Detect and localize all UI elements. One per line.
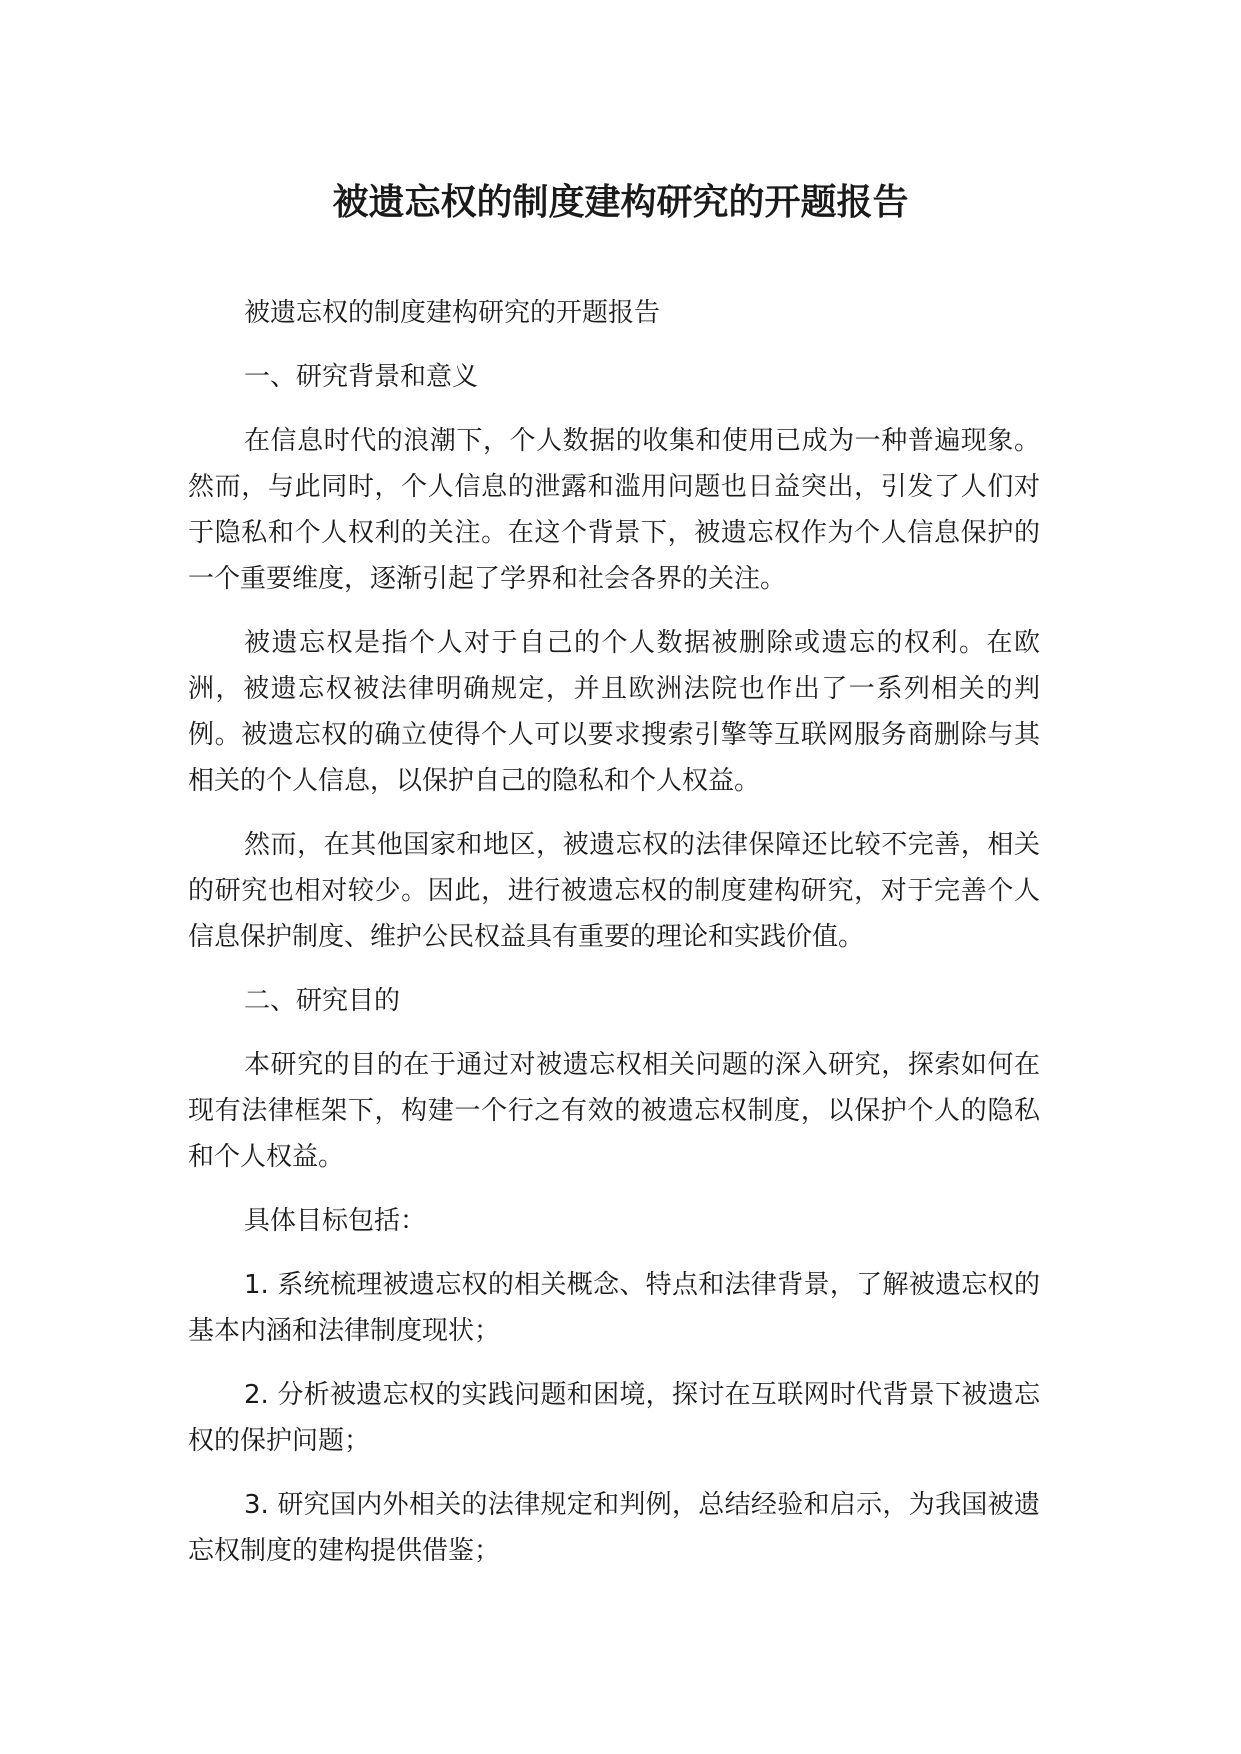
paragraph: 本研究的目的在于通过对被遗忘权相关问题的深入研究，探索如何在现有法律框架下，构建一个行之有效的被遗忘权制度，以保护个人的隐私和个人权益。 xyxy=(188,1050,1040,1172)
section-heading-background: 一、研究背景和意义 xyxy=(244,362,479,392)
document-title: 被遗忘权的制度建构研究的开题报告 xyxy=(332,182,909,223)
paragraph: 被遗忘权是指个人对于自己的个人数据被删除或遗忘的权利。在欧洲，被遗忘权被法律明确规定，并且欧洲法院也作出了一系列相关的判例。被遗忘权的确立使得个人可以要求搜索引擎等互联网服务商删除与其相关的个人信息，以保护自己的隐私和个人权益。 xyxy=(188,628,1040,796)
list-item: 3. 研究国内外相关的法律规定和判例，总结经验和启示，为我国被遗忘权制度的建构提供借鉴； xyxy=(188,1490,1040,1566)
section-heading-purpose: 二、研究目的 xyxy=(244,986,401,1016)
list-item: 2. 分析被遗忘权的实践问题和困境，探讨在互联网时代背景下被遗忘权的保护问题； xyxy=(188,1380,1040,1456)
paragraph-subtitle: 被遗忘权的制度建构研究的开题报告 xyxy=(244,298,661,328)
list-item: 1. 系统梳理被遗忘权的相关概念、特点和法律背景，了解被遗忘权的基本内涵和法律制度现状； xyxy=(188,1270,1040,1346)
paragraph: 然而，在其他国家和地区，被遗忘权的法律保障还比较不完善，相关的研究也相对较少。因此，进行被遗忘权的制度建构研究，对于完善个人信息保护制度、维护公民权益具有重要的理论和实践价值。 xyxy=(188,830,1040,952)
document-body xyxy=(188,290,1040,1592)
paragraph-goals-intro: 具体目标包括： xyxy=(244,1206,427,1236)
paragraph: 在信息时代的浪潮下，个人数据的收集和使用已成为一种普遍现象。然而，与此同时，个人信息的泄露和滥用问题也日益突出，引发了人们对于隐私和个人权利的关注。在这个背景下，被遗忘权作为个人信息保护的一个重要维度，逐渐引起了学界和社会各界的关注。 xyxy=(188,426,1040,594)
